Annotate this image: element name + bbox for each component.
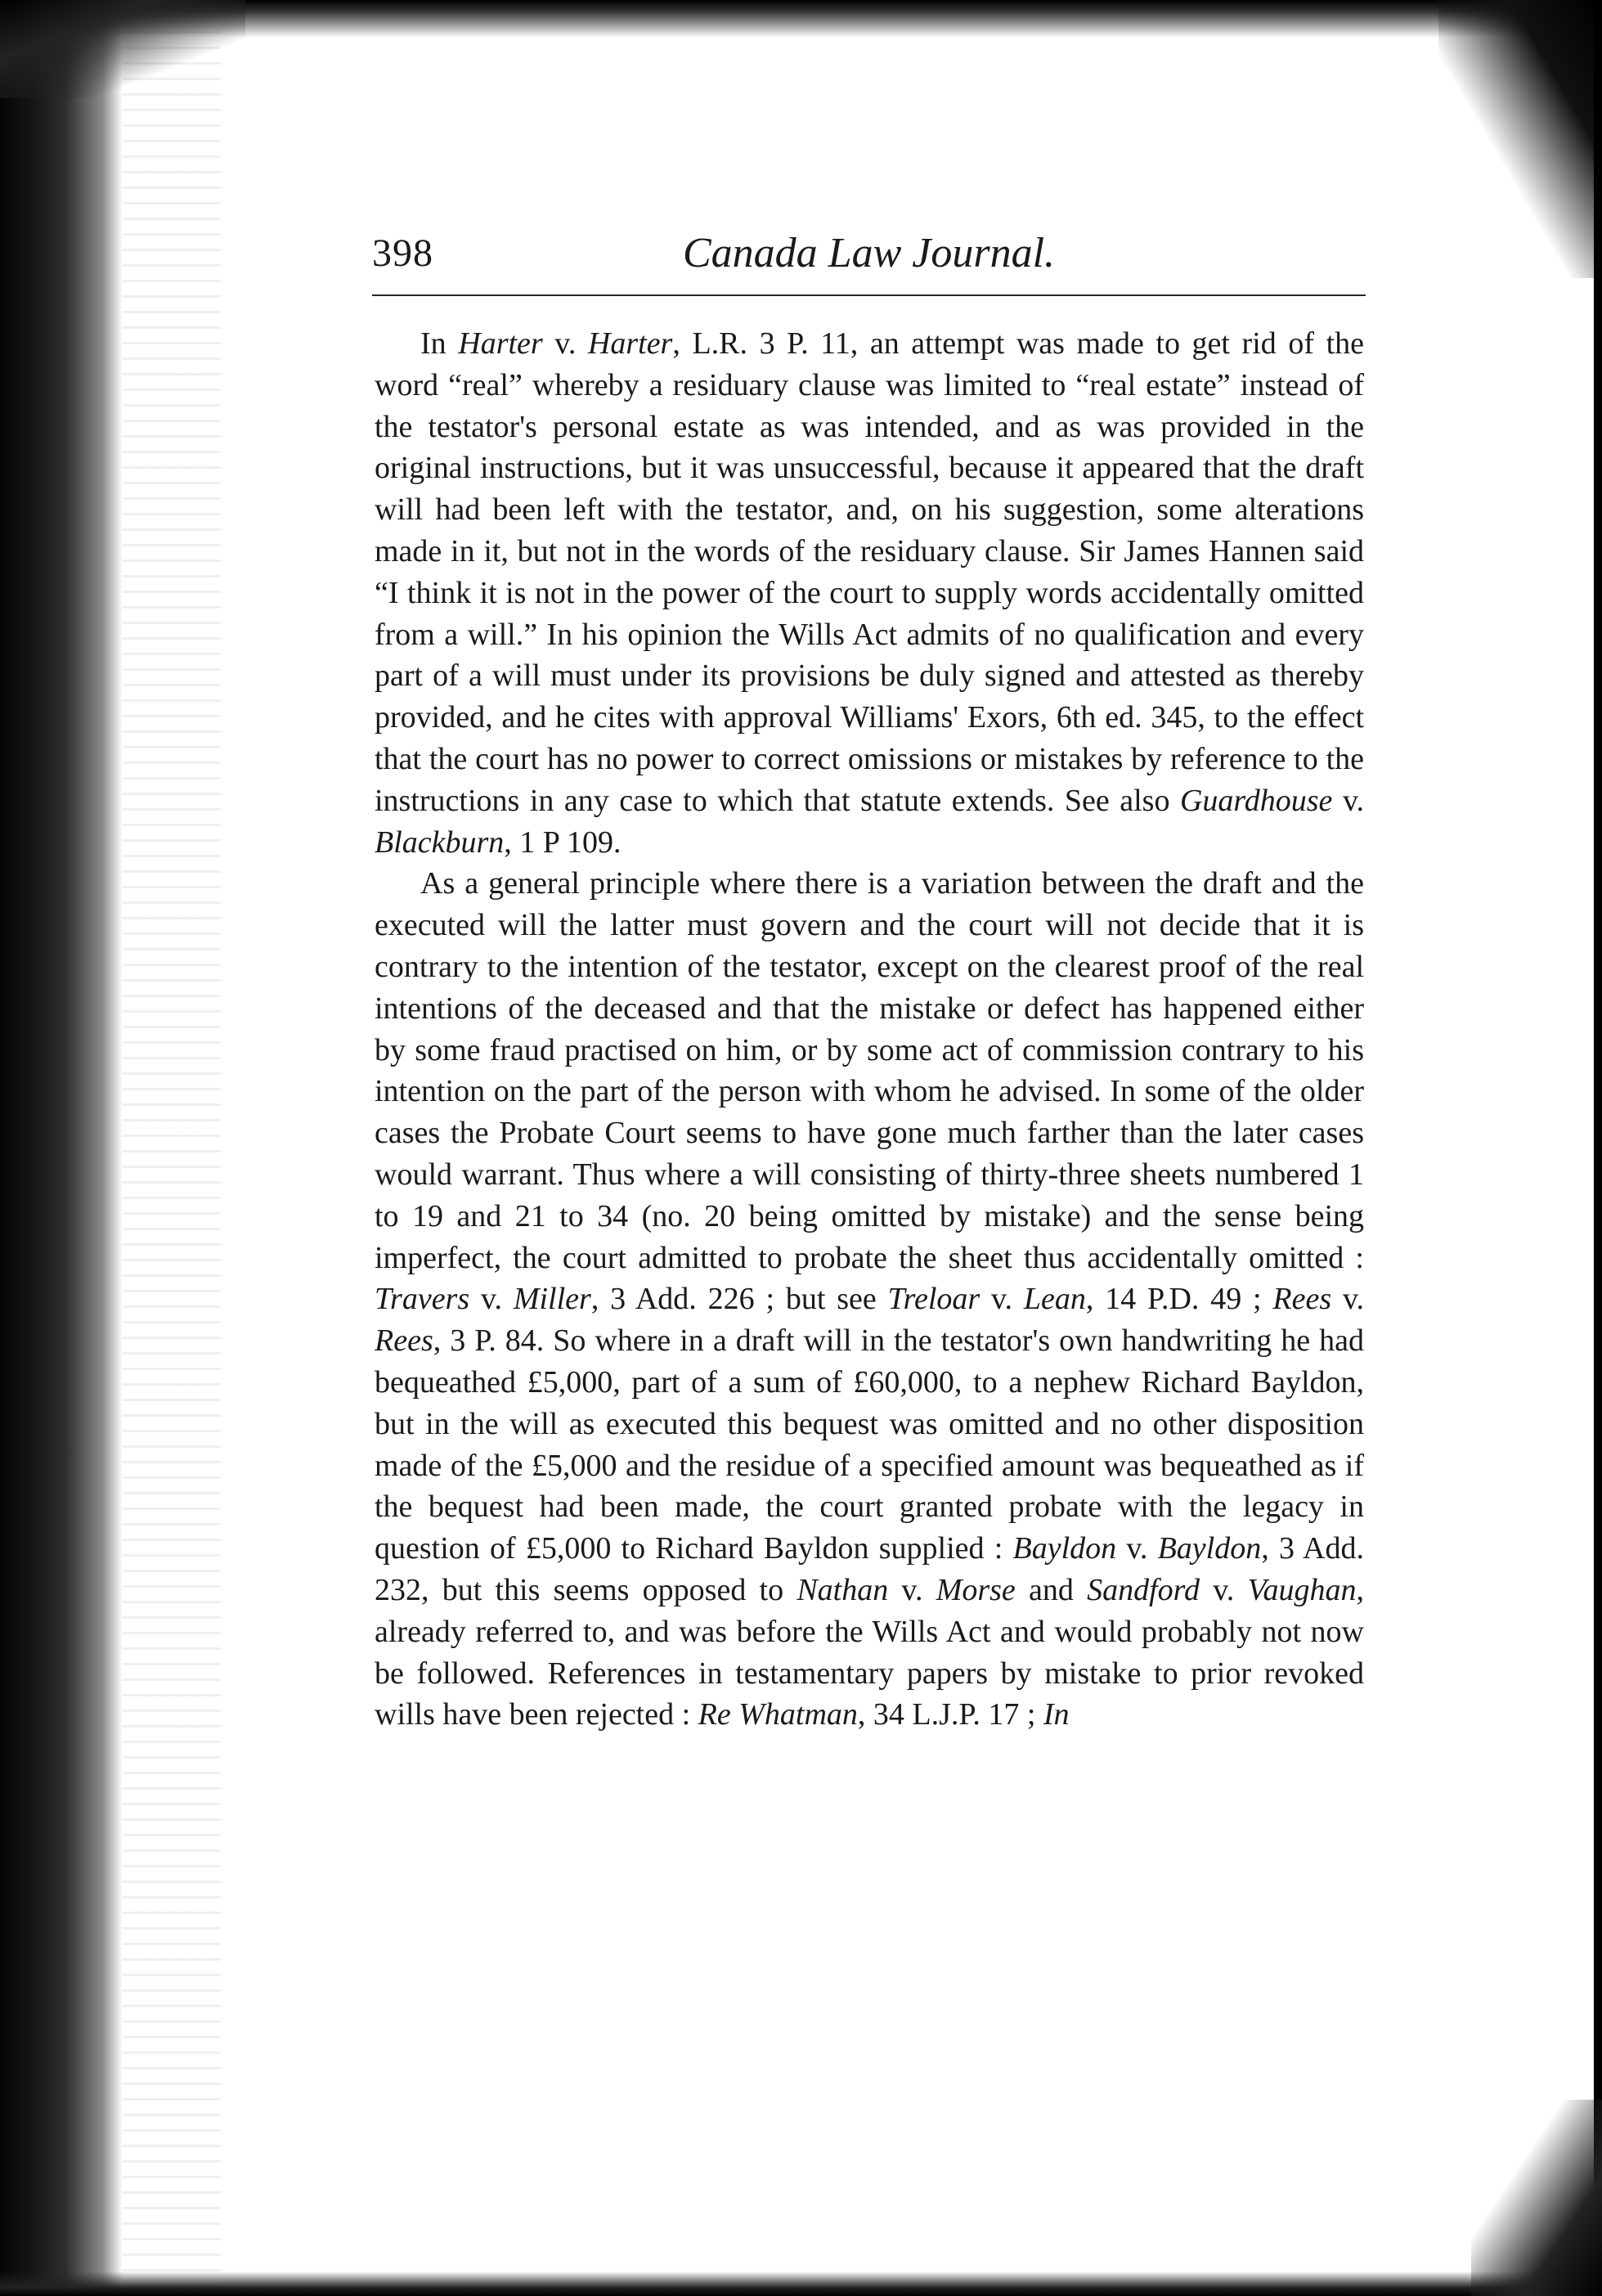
scan-top-left-shadow	[0, 0, 245, 98]
case-name: Vaughan	[1247, 1572, 1357, 1607]
scan-binding-shadow	[123, 0, 221, 2296]
case-name: In	[1043, 1697, 1070, 1732]
scan-top-right-shadow	[1438, 0, 1602, 278]
text-run: v.	[1116, 1531, 1158, 1566]
text-run: and	[1015, 1572, 1088, 1607]
case-name: Treloar	[887, 1282, 980, 1317]
text-run: , already referred to, and was before the Wills Act and would probably not now be followed. References in testamentary papers by mistake to prior revoked wills have been rejected :	[375, 1572, 1364, 1732]
text-run: , 34 L.J.P. 17 ;	[857, 1697, 1043, 1732]
text-run: v.	[980, 1282, 1024, 1317]
header-rule	[372, 294, 1366, 296]
case-name: Rees	[375, 1323, 433, 1359]
case-name: Bayldon	[1157, 1531, 1262, 1566]
scan-left-border	[0, 0, 123, 2296]
text-run: , L.R. 3 P. 11, an attempt was made to get rid of the word “real” whereby a residuary clause was limited to “real estate” instead of the testator's personal estate as was intended, and as was provided in the original instructions, but it was unsuccessful, because it appeared that the draft will had been left with the testator, and, on his suggestion, some alterations made in it, but not in the words of the residuary clause. Sir James Hannen said “I think it is not in the power of the court to supply words accidentally omitted from a will.” In his opinion the Wills Act admits of no qualification and every part of a will must under its provisions be duly signed and attested as thereby provided, and he cites with approval Williams' Exors, 6th ed. 345, to the effect that the court has no power to correct omissions or mistakes by reference to the instructions in any case to which that statute extends. See also	[375, 326, 1364, 818]
case-name: Nathan	[797, 1572, 889, 1607]
text-run: , 14 P.D. 49 ;	[1085, 1282, 1273, 1317]
running-header	[372, 221, 1366, 286]
paragraph-harter	[375, 323, 1364, 863]
case-name: Blackburn	[375, 824, 505, 860]
text-run: v.	[1331, 1282, 1364, 1317]
case-name: Harter	[458, 326, 543, 361]
case-name: Miller	[513, 1282, 591, 1317]
paragraph-general-principle	[375, 863, 1364, 1736]
scan-bottom-border	[0, 2271, 1602, 2296]
journal-title: Canada Law Journal.	[683, 230, 1056, 276]
text-run: v.	[469, 1282, 514, 1317]
case-name: Harter	[587, 326, 673, 361]
case-name: Morse	[936, 1572, 1016, 1607]
text-run: , 3 P. 84. So where in a draft will in the testator's own handwriting he had bequeathed £5,000, part of a sum of £60,000, to a nephew Richard Bayldon, but in the will as executed this bequest was omitted and no other disposition made of the £5,000 and the residue of a specified amount was bequeathed as if the bequest had been made, the court granted probate with the legacy in question of £5,000 to Richard Bayldon supplied :	[375, 1323, 1364, 1566]
case-name: Rees	[1272, 1282, 1332, 1317]
text-run: , 3 Add. 232, but this seems opposed to	[375, 1531, 1364, 1607]
scan-bottom-right-shadow	[1471, 2100, 1602, 2296]
case-name: Travers	[375, 1282, 470, 1317]
page-number: 398	[372, 231, 433, 275]
text-run: v.	[1200, 1572, 1248, 1607]
scan-right-border	[1594, 0, 1602, 2296]
case-name: Sandford	[1087, 1572, 1200, 1607]
text-run: v.	[542, 326, 588, 361]
text-run: In	[420, 326, 459, 361]
case-name: Guardhouse	[1179, 783, 1333, 818]
text-run: , 3 Add. 226 ; but see	[590, 1282, 888, 1317]
text-run: , 1 P 109.	[504, 824, 622, 860]
case-name: Lean	[1023, 1282, 1086, 1317]
text-run: v.	[1332, 783, 1364, 818]
article-body	[375, 323, 1364, 1736]
text-run: As a general principle where there is a variation between the draft and the executed will the latter must govern and the court will not decide that it is contrary to the intention of the testator, except on the clearest proof of the real intentions of the deceased and that the mistake or defect has happened either by some fraud practised on him, or by some act of commission contrary to his intention on the part of the person with whom he advised. In some of the older cases the Probate Court seems to have gone much farther than the later cases would warrant. Thus where a will consisting of thirty-three sheets numbered 1 to 19 and 21 to 34 (no. 20 being omitted by mistake) and the sense being imperfect, the court admitted to probate the sheet thus accidentally omitted :	[375, 866, 1364, 1275]
case-name: Re Whatman	[698, 1697, 858, 1732]
text-run: v.	[888, 1572, 936, 1607]
case-name: Bayldon	[1012, 1531, 1117, 1566]
